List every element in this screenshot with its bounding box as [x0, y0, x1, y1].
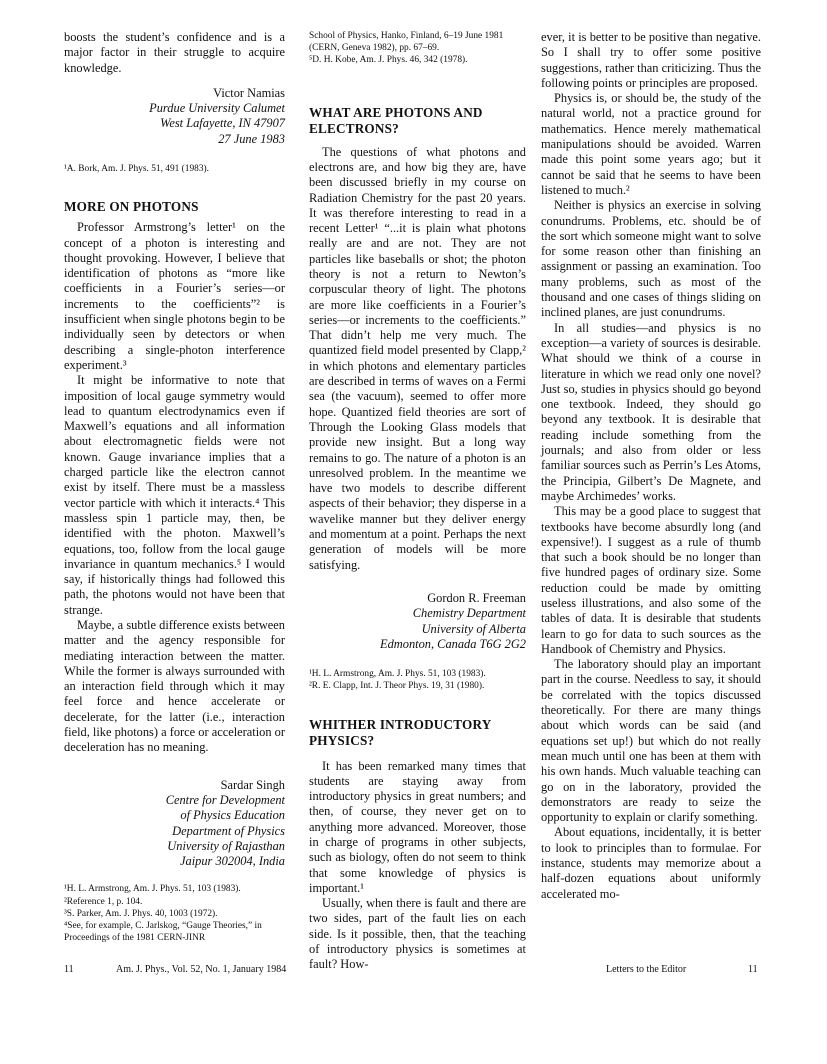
page-number-left: 11	[64, 964, 74, 975]
affiliation-line: Purdue University Calumet	[149, 101, 285, 116]
affiliation-line: Centre for Development	[165, 792, 285, 807]
signature-singh	[64, 778, 285, 870]
signature-freeman	[309, 591, 526, 652]
reference-item: ³S. Parker, Am. J. Phys. 40, 1003 (1972).	[64, 908, 218, 919]
body-paragraph: It might be informative to note that imposition of local gauge symmetry would lead to quantum electrodynamics even if Maxwell’s equations and all information about electromagnetic fields were not known. Gauge invariance implies that a charged particle like the electron cannot exist by itself. There must be a massless vector particle with which it interacts.⁴ This massless spin 1 particle may, then, be identified with the photon. Maxwell’s equations, too, follow from the local gauge invariance in quantum mechanics.⁵ I would say, if historically things had followed this path, the photons would not have been that strange.	[64, 373, 285, 617]
author-name: Sardar Singh	[220, 777, 285, 792]
author-name: Victor Namias	[213, 85, 285, 100]
heading-line: PHYSICS?	[309, 732, 375, 748]
affiliation-line: of Physics Education	[180, 808, 285, 823]
affiliation-line: Edmonton, Canada T6G 2G2	[380, 636, 526, 651]
reference-item: ¹H. L. Armstrong, Am. J. Phys. 51, 103 (1983).	[64, 884, 241, 895]
section-label: Letters to the Editor	[606, 964, 687, 975]
affiliation-line: Department of Physics	[172, 823, 285, 838]
body-paragraph: About equations, incidentally, it is better to look to principles than to formulae. For instance, students may memorize about a half-dozen equations about uniformly accelerated mo-	[541, 825, 761, 901]
page-number-right: 11	[748, 964, 758, 975]
references-singh	[64, 883, 285, 944]
body-paragraph: The questions of what photons and electrons are, and how big they are, have been discussed briefly in my course on Radiation Chemistry for the past 20 years. It was therefore interesting to read in a recent Letter¹ “...it is plain what photons really are and are not. They are not particles like baseballs or shot; the photon theory is not a return to Newton’s corpuscular theory of light. The photons are more like coefficients in a Fourier’s series—or increments to the coefficients.” That didn’t help me very much. The quantized field model presented by Clapp,² in which photons and elementary particles are described in terms of waves on a Fermi sea (the vacuum), seemed to offer more hope. Quantized field theories are sort of Through the Looking Glass models that provide new insight. But a long way remains to go. The nature of a photon is an unresolved problem. In the meantime we have two models to describe different aspects of their behavior; they disperse in a wavelike manner but they deliver energy and momentum at a point. Perhaps the next generation of models will be more satisfying.	[309, 144, 526, 572]
section-heading-photons-electrons	[309, 105, 526, 137]
column-1	[64, 30, 285, 944]
column-2	[309, 30, 526, 973]
heading-line: ELECTRONS?	[309, 120, 399, 136]
heading-line: WHITHER INTRODUCTORY	[309, 716, 492, 732]
body-paragraph: Physics is, or should be, the study of the natural world, not a practice ground for mathematics. Hence merely mathematical manipulations should be avoided. Warren made this point some years ago; but it cannot be said that he seems to have been listened to much.²	[541, 91, 761, 197]
references-freeman	[309, 668, 526, 692]
affiliation-line: University of Alberta	[421, 621, 526, 636]
body-paragraph: Neither is physics an exercise in solving conundrums. Problems, etc. should be of the sort which someone might want to solve for some reason other than finishing an assignment or passing an examination. Too many problems, such as most of the thousand and one cases of things sliding on inclined planes, are just conundrums.	[541, 198, 761, 320]
date-line: 27 June 1983	[218, 131, 285, 146]
section-heading-introductory-physics	[309, 717, 526, 749]
body-paragraph: This may be a good place to suggest that textbooks have become absurdly long (and expensive!). I suggest as a rule of thumb that such a book should be no longer than five hundred pages of ordinary size. Some reduction could be made by omitting useless illustrations, and also some of the tables of data. It is desirable that students learn to go for data to such sources as the Handbook of Chemistry and Physics.	[541, 504, 761, 656]
signature-namias	[64, 86, 285, 147]
affiliation-line: University of Rajasthan	[167, 838, 285, 853]
references-continued	[309, 30, 526, 67]
body-paragraph: It has been remarked many times that students are staying away from introductory physics in great numbers; and then, of course, they never get on to anything more advanced. Moreover, those in charge of programs in other subjects, such as biology, often do not seem to think that some knowledge of physics is important.¹	[309, 758, 526, 895]
author-name: Gordon R. Freeman	[427, 590, 526, 605]
reference-item: ¹A. Bork, Am. J. Phys. 51, 491 (1983).	[64, 164, 210, 175]
heading-line: WHAT ARE PHOTONS AND	[309, 104, 483, 120]
body-paragraph: Usually, when there is fault and there are two sides, part of the fault lies on each side. Is it possible, then, that the teaching of introductory physics is sometimes at fault? How-	[309, 896, 526, 972]
body-paragraph: The laboratory should play an important part in the course. Needless to say, it should be correlated with the topics discussed theoretically. For there are many things about which words can be said (and equations set up!) but which do not really mean much until one has been at them with his own hands. Much valuable teaching can go on in the laboratory, provided the demonstrators are ready to seize the opportunity to explain or clarify something.	[541, 657, 761, 825]
reference-item: ²Reference 1, p. 104.	[64, 896, 143, 907]
affiliation-line: Jaipur 302004, India	[180, 854, 285, 869]
reference-item: School of Physics, Hanko, Finland, 6–19 June 1981 (CERN, Geneva 1982), pp. 67–69.	[309, 31, 504, 54]
column-3	[541, 30, 761, 902]
intro-paragraph: boosts the student’s confidence and is a major factor in their struggle to acquire knowledge.	[64, 30, 285, 75]
reference-item: ⁴See, for example, C. Jarlskog, “Gauge Theories,” in Proceedings of the 1981 CERN-JINR	[64, 921, 262, 944]
reference-item: ⁵D. H. Kobe, Am. J. Phys. 46, 342 (1978).	[309, 55, 468, 66]
body-paragraph: Professor Armstrong’s letter¹ on the concept of a photon is interesting and thought provoking. However, I believe that identification of photons as “more like coefficients in a Fourier’s series—or increments to the coefficients”² is insufficient when single photons begin to be individually seen by detectors or when describing a single-photon interference experiment.³	[64, 220, 285, 372]
reference-item: ¹H. L. Armstrong, Am. J. Phys. 51, 103 (1983).	[309, 669, 486, 680]
references-namias	[64, 163, 285, 175]
affiliation-line: Chemistry Department	[412, 606, 526, 621]
body-paragraph: Maybe, a subtle difference exists between matter and the agency responsible for mediating interaction between the matter. While the former is always surrounded with an interaction field through which it may feel force and hence accelerate or decelerate, for the latter (i.e., interaction field, like photons) a force or acceleration or deceleration has no meaning.	[64, 618, 285, 755]
reference-item: ²R. E. Clapp, Int. J. Theor Phys. 19, 31 (1980).	[309, 681, 485, 692]
section-heading-more-on-photons: MORE ON PHOTONS	[64, 199, 199, 215]
body-paragraph: In all studies—and physics is no exception—a variety of sources is desirable. What should we think of a course in literature in which we read only one novel? Just so, studies in physics should go beyond one textbook. Indeed, they should go beyond any textbook. It is desirable that reading include something from the journals; and also from older or less familiar sources such as Perrin’s Les Atoms, the Principia, Gilbert’s De Magnete, and maybe Archimedes’ works.	[541, 320, 761, 503]
body-paragraph: ever, it is better to be positive than negative. So I shall try to offer some positive suggestions, rather than criticizing. Thus the following points or principles are proposed.	[541, 30, 761, 90]
affiliation-line: West Lafayette, IN 47907	[160, 116, 285, 131]
journal-citation: Am. J. Phys., Vol. 52, No. 1, January 1984	[116, 964, 287, 975]
